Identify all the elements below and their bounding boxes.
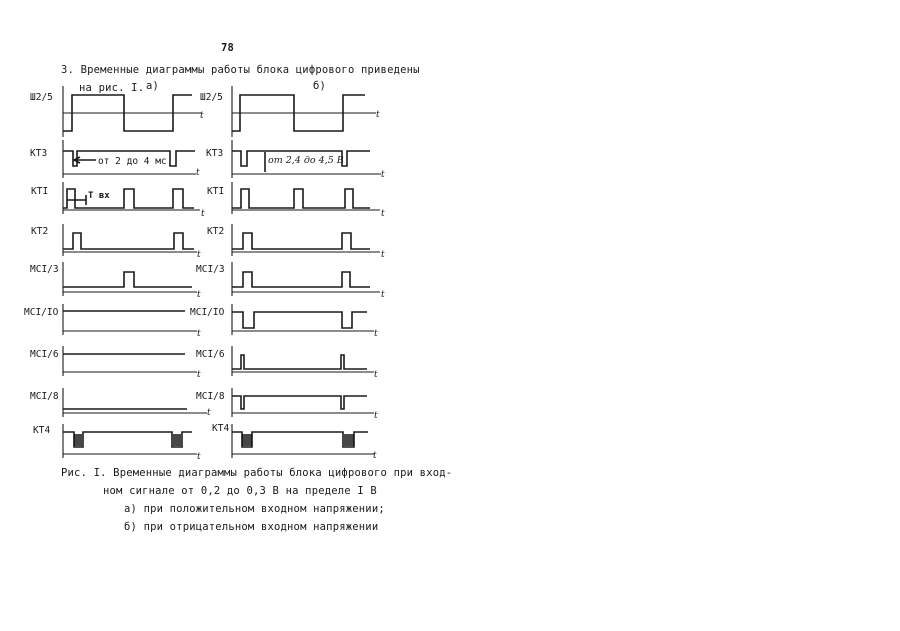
row-label-b-kt1: КТI xyxy=(207,186,225,197)
waveform-b-mc1-6 xyxy=(232,346,374,376)
time-mark-a-5: t xyxy=(197,290,201,300)
waveform-b-kt2 xyxy=(232,224,380,256)
row-label-b-mc1-10: МСI/IO xyxy=(190,307,225,318)
waveform-a-kt2 xyxy=(63,224,197,256)
page-number: 78 xyxy=(221,42,235,54)
row-label-b-mc1-3: МСI/3 xyxy=(196,264,225,275)
row-label-b-sh2-5: Ш2/5 xyxy=(200,92,223,103)
waveform-b-kt1 xyxy=(232,182,380,214)
time-mark-a-8: t xyxy=(207,408,211,418)
time-mark-b-2: t xyxy=(381,170,385,180)
row-label-a-kt3: КТ3 xyxy=(30,148,48,159)
row-label-a-mc1-8: МСI/8 xyxy=(30,391,59,402)
waveform-a-kt3 xyxy=(63,140,196,178)
time-mark-a-2: t xyxy=(196,168,200,178)
time-mark-b-4: t xyxy=(381,250,385,260)
waveform-a-kt4 xyxy=(63,424,197,458)
column-b-label: б) xyxy=(313,80,327,92)
annotation-t-input: Т вх xyxy=(88,191,110,201)
time-mark-b-7: t xyxy=(374,370,378,380)
column-a-label: а) xyxy=(146,80,160,92)
time-mark-a-6: t xyxy=(197,329,201,339)
time-mark-a-7: t xyxy=(197,370,201,380)
figure-caption-item-a: а) при положительном входном напряжении; xyxy=(124,503,385,515)
waveform-a-sh2-5 xyxy=(63,86,202,137)
waveform-a-mc1-8 xyxy=(63,388,207,417)
row-label-a-mc1-6: МСI/6 xyxy=(30,349,59,360)
waveform-b-mc1-10 xyxy=(232,304,374,335)
waveform-b-kt4 xyxy=(232,424,374,458)
row-label-a-kt2: КТ2 xyxy=(31,226,49,237)
section-heading: 3. Временные диаграммы работы блока цифрового приведены xyxy=(61,64,420,76)
time-mark-a-3: t xyxy=(201,209,205,219)
row-label-b-kt2: КТ2 xyxy=(207,226,225,237)
row-label-a-kt4: КТ4 xyxy=(33,425,51,436)
waveform-a-mc1-3 xyxy=(63,262,197,296)
time-mark-b-6: t xyxy=(374,329,378,339)
row-label-a-mc1-3: МСI/3 xyxy=(30,264,59,275)
time-mark-a-4: t xyxy=(197,250,201,260)
row-label-b-kt4: КТ4 xyxy=(212,423,230,434)
annotation-kt3-period: от 2 до 4 мс xyxy=(98,156,167,167)
waveform-b-kt3 xyxy=(232,140,381,178)
section-heading-cont: на рис. I. xyxy=(79,82,145,94)
time-mark-b-5: t xyxy=(381,290,385,300)
row-label-b-kt3: КТ3 xyxy=(206,148,224,159)
time-mark-b-3: t xyxy=(381,209,385,219)
time-mark-b-1: t xyxy=(376,110,380,120)
figure-caption-cont: ном сигнале от 0,2 до 0,3 В на пределе I В xyxy=(103,485,377,497)
time-mark-b-8: t xyxy=(374,411,378,421)
row-label-b-mc1-8: МСI/8 xyxy=(196,391,225,402)
time-mark-a-9: t xyxy=(197,452,201,462)
row-label-a-kt1: КТI xyxy=(31,186,49,197)
waveform-b-mc1-3 xyxy=(232,262,380,296)
figure-caption-item-b: б) при отрицательном входном напряжении xyxy=(124,521,379,533)
waveform-b-mc1-8 xyxy=(232,388,374,417)
waveform-a-mc1-10 xyxy=(63,304,197,335)
row-label-a-sh2-5: Ш2/5 xyxy=(30,92,53,103)
row-label-b-mc1-6: МСI/6 xyxy=(196,349,225,360)
waveform-b-sh2-5 xyxy=(232,86,376,137)
figure-caption: Рис. I. Временные диаграммы работы блока цифрового при вход- xyxy=(61,467,453,479)
waveform-a-mc1-6 xyxy=(63,346,197,376)
time-mark-b-9: t xyxy=(373,451,377,461)
row-label-a-mc1-10: МСI/IO xyxy=(24,307,59,318)
waveform-a-kt1 xyxy=(63,182,200,214)
time-mark-a-1: t xyxy=(200,111,204,121)
annotation-kt3-voltage: от 2,4 до 4,5 В xyxy=(268,155,344,166)
